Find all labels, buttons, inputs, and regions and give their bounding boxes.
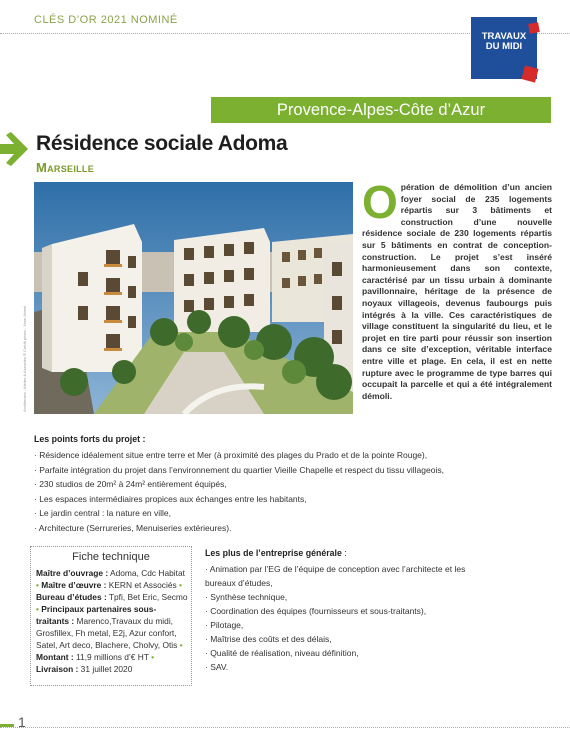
moa-value: Adoma, Cdc Habitat	[108, 568, 185, 578]
list-item: · Résidence idéalement situe entre terre et Mer (à proximité des plages du Prado et de la pointe Rouge),	[34, 450, 428, 460]
project-photo	[34, 182, 353, 414]
moe-value: KERN et Associés	[106, 580, 180, 590]
header-label: CLÉS D’OR 2021 NOMINÉ	[34, 14, 178, 26]
logo-line-2: DU MIDI	[485, 41, 523, 52]
logo-text	[471, 32, 537, 52]
description-text: pération de démolition d’un ancien foyer social de 235 logements répartis sur 3 bâtiments et construction d’une nouvelle résidence sociale de 230 logements répartis sur 5 bâtiments en contrat de conception-construction. Le projet s’est inséré harmonieusement dans son contexte, caractérisé par un tissu urbain à dominante pavillonnaire, héritage de la présence de noyaux villageois, devenus faubourgs puis intégrés à la ville. Ces caractéristiques de village constituent la singularité du lieu, et le projet en tire parti pour réussir son insertion dans ce site d’exception, véritable interface entre ville et plage. En cela, il est en nette rupture avec le programme de type barres qui occupait la parcelle et qui a été intégralement démoli.	[362, 182, 552, 401]
moa-label: Maître d’ouvrage :	[36, 568, 109, 578]
fiche-technique-box	[30, 546, 192, 686]
separator: •	[179, 640, 183, 650]
travaux-du-midi-logo	[471, 17, 537, 79]
plus-heading	[205, 548, 347, 558]
project-city: Marseille	[36, 160, 95, 175]
list-item: · Coordination des équipes (fournisseurs et sous-traitants),	[205, 606, 427, 616]
separator: •	[36, 580, 39, 590]
partners-value: Marenco,Travaux du midi, Grosfillex, Fh metal, E2j, Azur confort, Satel, Art deco, Blachere, Cholvy, Otis	[36, 616, 180, 650]
page-number: 1	[18, 714, 26, 730]
list-item: · 230 studios de 20m² à 24m² entièrement équipés,	[34, 479, 227, 489]
be-label: Bureau d’études :	[36, 592, 107, 602]
photo-credit: Architectes : Atelier & Associés ® Crédit photo : Yann Monel	[22, 305, 27, 412]
list-item: · Animation par l’EG de l’équipe de conception avec l’architecte et les bureaux d’études,	[205, 564, 466, 588]
strengths-heading: Les points forts du projet :	[34, 434, 146, 444]
project-title: Résidence sociale Adoma	[36, 132, 288, 155]
list-item: · Qualité de réalisation, niveau définition,	[205, 648, 359, 658]
arrow-right-icon	[0, 131, 30, 167]
fiche-title: Fiche technique	[72, 551, 150, 563]
amount-label: Montant :	[36, 652, 74, 662]
plus-heading-suffix: :	[341, 548, 347, 558]
project-description	[362, 176, 552, 402]
be-value: Tpfi, Bet Eric, Secmo	[106, 592, 188, 602]
list-item: · Maîtrise des coûts et des délais,	[205, 634, 332, 644]
list-item: · Les espaces intermédiaires propices aux échanges entre les habitants,	[34, 493, 307, 504]
strengths-list	[34, 448, 444, 535]
list-item: · Le jardin central : la nature en ville,	[34, 508, 172, 518]
footer-divider	[0, 727, 570, 728]
fiche-body	[36, 567, 188, 675]
logo-line-1: TRAVAUX	[481, 31, 527, 42]
separator: •	[151, 652, 155, 662]
delivery-value: 31 juillet 2020	[78, 664, 133, 674]
plus-heading-text: Les plus de l’entreprise générale	[205, 548, 342, 558]
list-item: · Parfaite intégration du projet dans l’environnement du quartier Vieille Chapelle et respect du tissu villageois,	[34, 464, 444, 475]
delivery-label: Livraison :	[36, 664, 79, 674]
region-banner: Provence-Alpes-Côte d’Azur	[211, 97, 551, 123]
amount-value: 11,9 millions d’€ HT	[73, 652, 152, 662]
residence-photo-illustration	[34, 182, 353, 414]
drop-cap: O	[362, 176, 398, 228]
separator: •	[36, 604, 39, 614]
list-item: · Pilotage,	[205, 620, 244, 630]
logo-cube-large	[521, 65, 538, 82]
list-item: · Synthèse technique,	[205, 592, 288, 602]
moe-label: Maître d’œuvre :	[41, 580, 107, 590]
list-item: · SAV.	[205, 662, 229, 672]
plus-list	[205, 562, 495, 674]
separator: •	[179, 580, 182, 590]
list-item: · Architecture (Serrureries, Menuiseries extérieures).	[34, 522, 232, 533]
partners-label: Principaux partenaires sous-traitants :	[36, 604, 157, 626]
